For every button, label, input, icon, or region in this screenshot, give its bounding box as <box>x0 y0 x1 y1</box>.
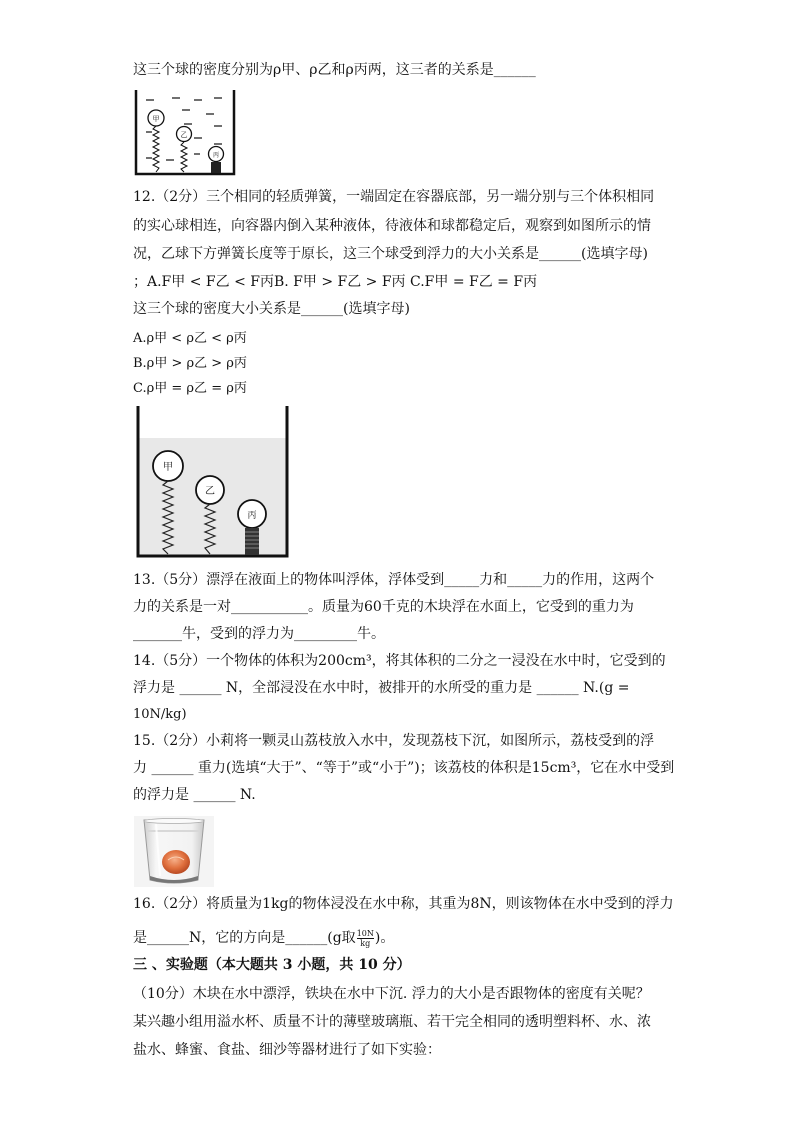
text-line: 力 ______ 重力(选填“大于”、“等于”或“小于”)；该荔枝的体积是15cm³，它在水中受到 <box>133 760 675 776</box>
fraction-denominator: kg <box>360 938 371 948</box>
text-line: 13.（5分）漂浮在液面上的物体叫浮体，浮体受到_____力和_____力的作用，这两个 <box>133 572 655 588</box>
ball-label-yi: 乙 <box>205 486 215 497</box>
text-line: ；A.F甲 < F乙 < F丙B. F甲 > F乙 > F丙 C.F甲 = F乙 = F丙 <box>133 274 538 290</box>
option-c: C.ρ甲 = ρ乙 = ρ丙 <box>133 381 247 396</box>
spring-balls-figure-small <box>134 88 240 178</box>
spring-balls-figure-large <box>135 406 291 559</box>
fraction <box>357 929 374 948</box>
text-line: 12.（2分）三个相同的轻质弹簧，一端固定在容器底部，另一端分别与三个体积相同 <box>133 189 655 205</box>
text-line: 的实心球相连，向容器内倒入某种液体，待液体和球都稳定后，观察到如图所示的情 <box>133 218 651 234</box>
ball-label-bing: 丙 <box>247 511 257 521</box>
text-line: 力的关系是一对___________。质量为60千克的木块浮在水面上，它受到的重力为 <box>133 599 634 615</box>
text-line: 盐水、蜂蜜、食盐、细沙等器材进行了如下实验： <box>133 1042 441 1058</box>
text-line: 15.（2分）小莉将一颗灵山荔枝放入水中，发现荔枝下沉，如图所示，荔枝受到的浮 <box>133 733 655 749</box>
text-line: 的浮力是 ______ N. <box>133 787 256 803</box>
q16-text-b: )。 <box>374 930 395 946</box>
text-line: 某兴趣小组用溢水杯、质量不计的薄壁玻璃瓶、若干完全相同的透明塑料杯、水、浓 <box>133 1014 651 1030</box>
text-line <box>133 928 394 948</box>
text-line: 况，乙球下方弹簧长度等于原长，这三个球受到浮力的大小关系是______(选填字母) <box>133 246 648 262</box>
ball-label-bing: 丙 <box>212 152 220 159</box>
option-a: A.ρ甲 < ρ乙 < ρ丙 <box>133 331 247 346</box>
text-line: 10N/kg) <box>133 707 187 722</box>
ball-label-jia: 甲 <box>163 462 173 473</box>
text-line: 16.（2分）将质量为1kg的物体浸没在水中称，其重为8N，则该物体在水中受到的浮力 <box>133 896 674 912</box>
text-line: 14.（5分）一个物体的体积为200cm³，将其体积的二分之一浸没在水中时，它受到的 <box>133 653 666 669</box>
ball-label-yi: 乙 <box>180 131 188 139</box>
lychee-in-glass-photo <box>134 816 214 887</box>
text-line: _______牛，受到的浮力为_________牛。 <box>133 626 385 642</box>
ball-label-jia: 甲 <box>152 115 160 123</box>
text-line: 这三个球的密度大小关系是______(选填字母) <box>133 301 410 317</box>
fraction-numerator: 10N <box>356 928 374 938</box>
q16-text-a: 是______N，它的方向是______(g取 <box>133 930 356 946</box>
text-line: 这三个球的密度分别为ρ甲、ρ乙和ρ丙两，这三者的关系是______ <box>133 62 536 78</box>
text-line: 浮力是 ______ N，全部浸没在水中时，被排开的水所受的重力是 ______ N.(g = <box>133 680 630 696</box>
text-line: （10分）木块在水中漂浮，铁块在水中下沉. 浮力的大小是否跟物体的密度有关呢？ <box>133 986 650 1002</box>
section-heading: 三 、实验题（本大题共 3 小题，共 10 分） <box>133 957 411 973</box>
option-b: B.ρ甲 > ρ乙 > ρ丙 <box>133 356 247 371</box>
